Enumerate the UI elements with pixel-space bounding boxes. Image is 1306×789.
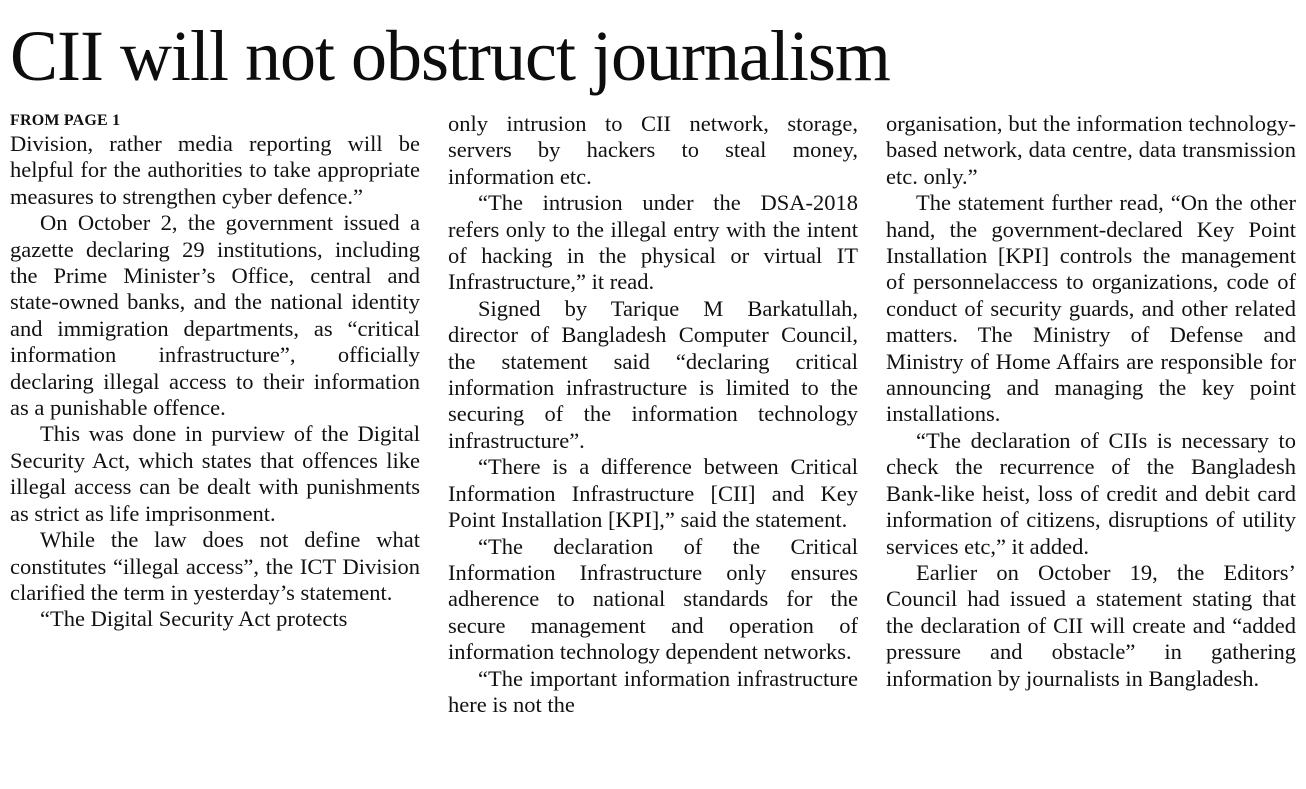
paragraph: organisation, but the information technology-based network, data centre, data transmission etc. only.”	[886, 111, 1296, 189]
article-body	[10, 111, 1296, 781]
paragraph: “The Digital Security Act protects	[40, 606, 348, 632]
column-2	[448, 111, 858, 781]
paragraph: Earlier on October 19, the Editors’ Council had issued a statement stating that the declaration of CII will create and “added pressure and obstacle” in gathering information by journalists in Bangladesh.	[886, 559, 1296, 691]
paragraph: The statement further read, “On the other hand, the government-declared Key Point Installation [KPI] controls the management of personnelaccess to organizations, code of conduct of security guards, and other related matters. The Ministry of Defense and Ministry of Home Affairs are responsible for announcing and managing the key point installations.	[886, 190, 1296, 427]
continuation-kicker: FROM PAGE 1	[10, 112, 121, 129]
paragraph: While the law does not define what constitutes “illegal access”, the ICT Division clarified the term in yesterday’s statement.	[10, 527, 420, 605]
paragraph: “The declaration of CIIs is necessary to check the recurrence of the Bangladesh Bank-like heist, loss of credit and debit card information of citizens, disruptions of utility services etc,” it added.	[886, 427, 1296, 559]
column-3	[886, 111, 1296, 781]
paragraph: Division, rather media reporting will be helpful for the authorities to take appropriate measures to strengthen cyber defence.”	[10, 131, 420, 209]
paragraph: Signed by Tarique M Barkatullah, director of Bangladesh Computer Council, the statement said “declaring critical information infrastructure is limited to the securing of the information technology infrastructure”.	[448, 295, 858, 453]
paragraph: This was done in purview of the Digital Security Act, which states that offences like illegal access can be dealt with punishments as strict as life imprisonment.	[10, 421, 420, 526]
paragraph: “The intrusion under the DSA-2018 refers only to the illegal entry with the intent of hacking in the physical or virtual IT Infrastructure,” it read.	[448, 190, 858, 295]
paragraph: “There is a difference between Critical Information Infrastructure [CII] and Key Point Installation [KPI],” said the statement.	[448, 454, 858, 533]
headline: CII will not obstruct journalism	[10, 16, 890, 96]
paragraph: “The important information infrastructure here is not the	[448, 665, 858, 717]
paragraph: only intrusion to CII network, storage, servers by hackers to steal money, information etc.	[448, 111, 858, 189]
paragraph: On October 2, the government issued a gazette declaring 29 institutions, including the Prime Minister’s Office, central and state-owned banks, and the national identity and immigration departments, as “critical information infrastructure”, officially declaring illegal access to their information as a punishable offence.	[10, 210, 420, 421]
paragraph: “The declaration of the Critical Information Infrastructure only ensures adherence to national standards for the secure management and operation of information technology dependent networks.	[448, 533, 858, 665]
column-1	[10, 111, 420, 781]
